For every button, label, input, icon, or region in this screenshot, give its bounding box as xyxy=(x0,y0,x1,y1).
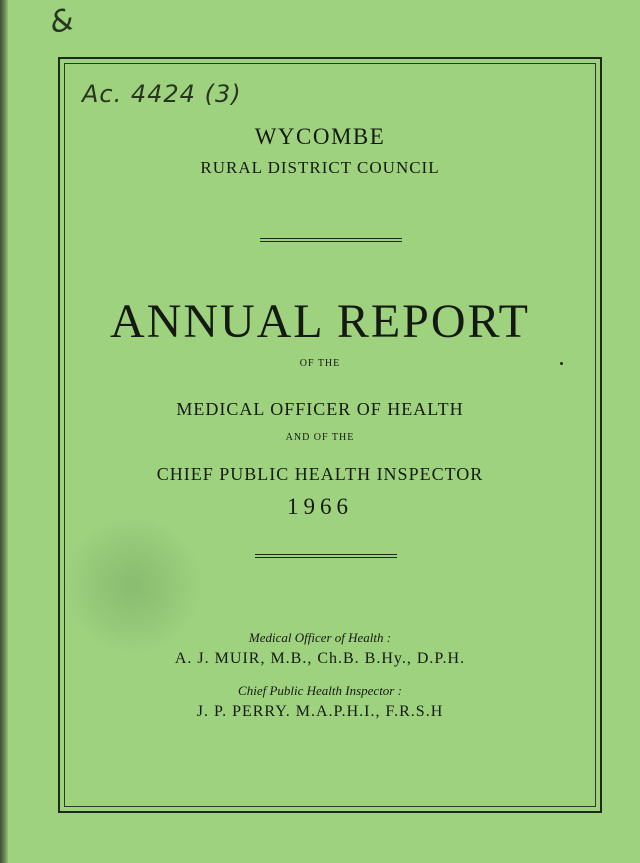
council-subtitle: RURAL DISTRICT COUNCIL xyxy=(200,158,440,177)
medical-officer-label: Medical Officer of Health : xyxy=(248,630,392,645)
handwritten-accession-number: Ac. 4424 (3) xyxy=(82,80,242,108)
and-of-the-text: AND OF THE xyxy=(285,432,355,443)
chief-inspector-name: J. P. PERRY. M.A.P.H.I., F.R.S.H xyxy=(196,703,444,720)
of-the-text: OF THE xyxy=(299,358,341,369)
double-rule-top xyxy=(260,238,402,239)
report-title: ANNUAL REPORT xyxy=(109,295,530,348)
chief-inspector-label: Chief Public Health Inspector : xyxy=(238,683,402,698)
report-year: 1966 xyxy=(287,494,353,519)
handwritten-corner-mark: & xyxy=(46,1,77,42)
double-rule-bottom xyxy=(255,554,397,555)
council-name: WYCOMBE xyxy=(254,124,386,149)
medical-officer-name: A. J. MUIR, M.B., Ch.B. B.Hy., D.P.H. xyxy=(174,650,466,667)
medical-officer-heading: MEDICAL OFFICER OF HEALTH xyxy=(176,399,464,419)
chief-inspector-heading: CHIEF PUBLIC HEALTH INSPECTOR xyxy=(156,464,484,484)
